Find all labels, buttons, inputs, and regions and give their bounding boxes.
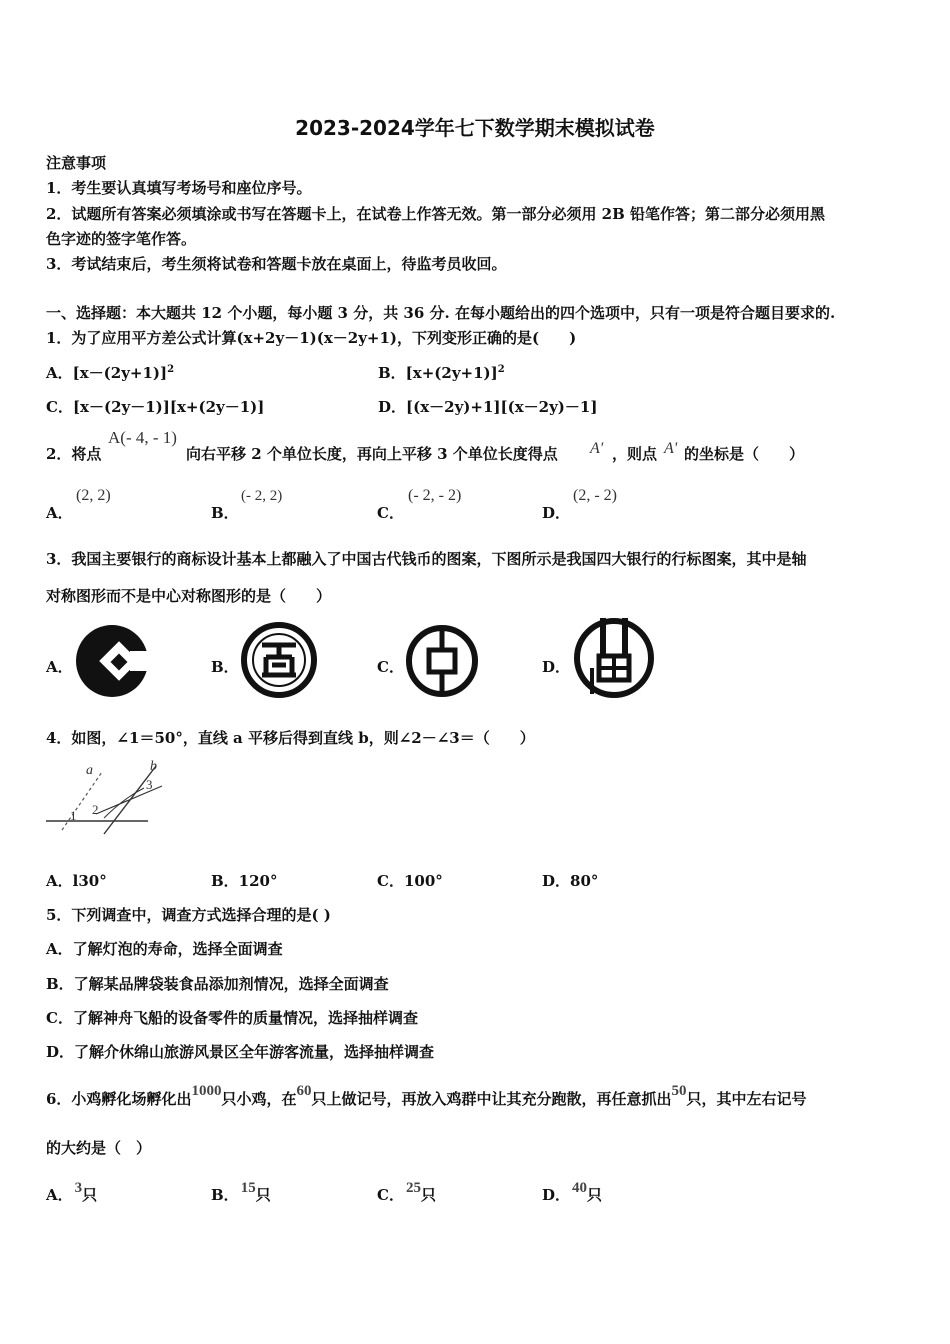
question-4-stem: 4．如图，∠1＝50°，直线 a 平移后得到直线 b，则∠2－∠3＝（ ） (46, 729, 535, 747)
q5-option-a: A．了解灯泡的寿命，选择全面调查 (46, 940, 283, 958)
number-1000: 1000 (191, 1083, 222, 1099)
fig-label-1: 1 (70, 808, 77, 823)
exponent: 2 (167, 364, 175, 375)
q2-option-b-value: (- 2, 2) (241, 488, 283, 504)
option-unit: 只 (420, 1186, 436, 1204)
option-unit: 只 (82, 1186, 98, 1204)
q5-option-b: B．了解某品牌袋装食品添加剂情况，选择全面调查 (46, 975, 389, 993)
number-50: 50 (671, 1083, 687, 1099)
q6-option-d (542, 1180, 603, 1205)
q2-option-d-value: (2, - 2) (573, 487, 617, 504)
q2-option-a-value: (2, 2) (76, 487, 111, 504)
option-number: 15 (240, 1180, 256, 1196)
question-6-stem (46, 1083, 807, 1109)
q3-option-a-label: A． (46, 658, 73, 676)
q2-option-b-label: B． (211, 504, 239, 522)
bank-logo-a-icon (72, 621, 152, 701)
q3-option-d-label: D． (542, 658, 571, 676)
question-2-suffix: 的坐标是（ ） (684, 445, 805, 463)
exponent: 2 (497, 364, 505, 375)
question-5-stem: 5．下列调查中，调查方式选择合理的是( ) (46, 906, 331, 924)
question-1-option-d: D．[(x－2y)+1][(x－2y)－1] (378, 398, 598, 416)
question-3-line2: 对称图形而不是中心对称图形的是（ ） (46, 587, 332, 605)
q4-option-d: D．80° (542, 872, 599, 890)
fig-label-b: b (150, 759, 157, 774)
question-4-figure (44, 758, 156, 840)
option-label: C． (377, 1186, 404, 1204)
q4-option-b: B．120° (211, 872, 278, 890)
notes-heading: 注意事项 (46, 154, 107, 172)
q5-option-d: D．了解介休绵山旅游风景区全年游客流量，选择抽样调查 (46, 1043, 435, 1061)
option-unit: 只 (255, 1186, 271, 1204)
option-b-text: B．[x+(2y+1)] (378, 364, 498, 382)
q4-option-a: A．l30° (46, 872, 107, 890)
note-item: 3．考试结束后，考生须将试卷和答题卡放在桌面上，待监考员收回。 (46, 255, 507, 273)
q6-option-a (46, 1180, 98, 1205)
question-2-mid: 向右平移 2 个单位长度，再向上平移 3 个单位长度得点 (186, 445, 558, 463)
option-unit: 只 (587, 1186, 603, 1204)
question-2-mid2: ，则点 (612, 445, 658, 463)
q6-option-b (211, 1180, 271, 1205)
note-item: 2．试题所有答案必须填涂或书写在答题卡上，在试卷上作答无效。第一部分必须用 2B 铅笔作答；第二部分必须用黑 (46, 205, 826, 223)
question-1-option-a (46, 362, 174, 383)
question-1-option-c: C．[x－(2y－1)][x+(2y－1)] (46, 398, 265, 416)
option-number: 25 (405, 1180, 421, 1196)
note-item: 色字迹的签字笔作答。 (46, 230, 197, 248)
option-label: A． (46, 1186, 73, 1204)
stem-part: 只小鸡，在 (221, 1090, 297, 1108)
page-title: 2023-2024学年七下数学期末模拟试卷 (295, 116, 655, 140)
stem-part: 只，其中左右记号 (686, 1090, 807, 1108)
question-2-aprime: A' (590, 440, 604, 457)
question-6-line2: 的大约是（ ） (46, 1139, 152, 1157)
question-1-option-b (378, 362, 505, 383)
fig-label-2: 2 (92, 802, 99, 817)
fig-label-a: a (86, 763, 93, 778)
q3-option-c-label: C． (377, 658, 404, 676)
bank-logo-c-icon (403, 622, 481, 700)
note-item: 1．考生要认真填写考场号和座位序号。 (46, 179, 312, 197)
q6-option-c (377, 1180, 436, 1205)
question-2-point: A(- 4, - 1) (108, 428, 177, 447)
q2-option-d-label: D． (542, 504, 571, 522)
number-60: 60 (296, 1083, 312, 1099)
question-2-prefix: 2．将点 (46, 445, 102, 463)
q5-option-c: C．了解神舟飞船的设备零件的质量情况，选择抽样调查 (46, 1009, 418, 1027)
option-label: B． (211, 1186, 239, 1204)
q3-option-b-label: B． (211, 658, 239, 676)
question-3-line1: 3．我国主要银行的商标设计基本上都融入了中国古代钱币的图案，下图所示是我国四大银行的行标图案，其中是轴 (46, 550, 807, 568)
section-heading: 一、选择题：本大题共 12 个小题，每小题 3 分，共 36 分. 在每小题给出的四个选项中，只有一项是符合题目要求的. (46, 304, 836, 322)
q2-option-c-value: (- 2, - 2) (408, 487, 462, 504)
question-1-stem: 1．为了应用平方差公式计算(x+2y－1)(x－2y+1)，下列变形正确的是( ) (46, 329, 577, 347)
q4-option-c: C．100° (377, 872, 443, 890)
stem-part: 6．小鸡孵化场孵化出 (46, 1090, 192, 1108)
question-2-aprime2: A' (664, 440, 678, 457)
option-label: D． (542, 1186, 571, 1204)
bank-logo-b-icon (240, 621, 318, 699)
q2-option-c-label: C． (377, 504, 404, 522)
fig-label-3: 3 (146, 777, 153, 792)
option-number: 3 (74, 1180, 83, 1196)
stem-part: 只上做记号，再放入鸡群中让其充分跑散，再任意抓出 (311, 1090, 672, 1108)
option-a-text: A．[x－(2y+1)] (46, 364, 168, 382)
q2-option-a-label: A． (46, 504, 73, 522)
bank-logo-d-icon (570, 614, 660, 700)
option-number: 40 (572, 1180, 588, 1196)
